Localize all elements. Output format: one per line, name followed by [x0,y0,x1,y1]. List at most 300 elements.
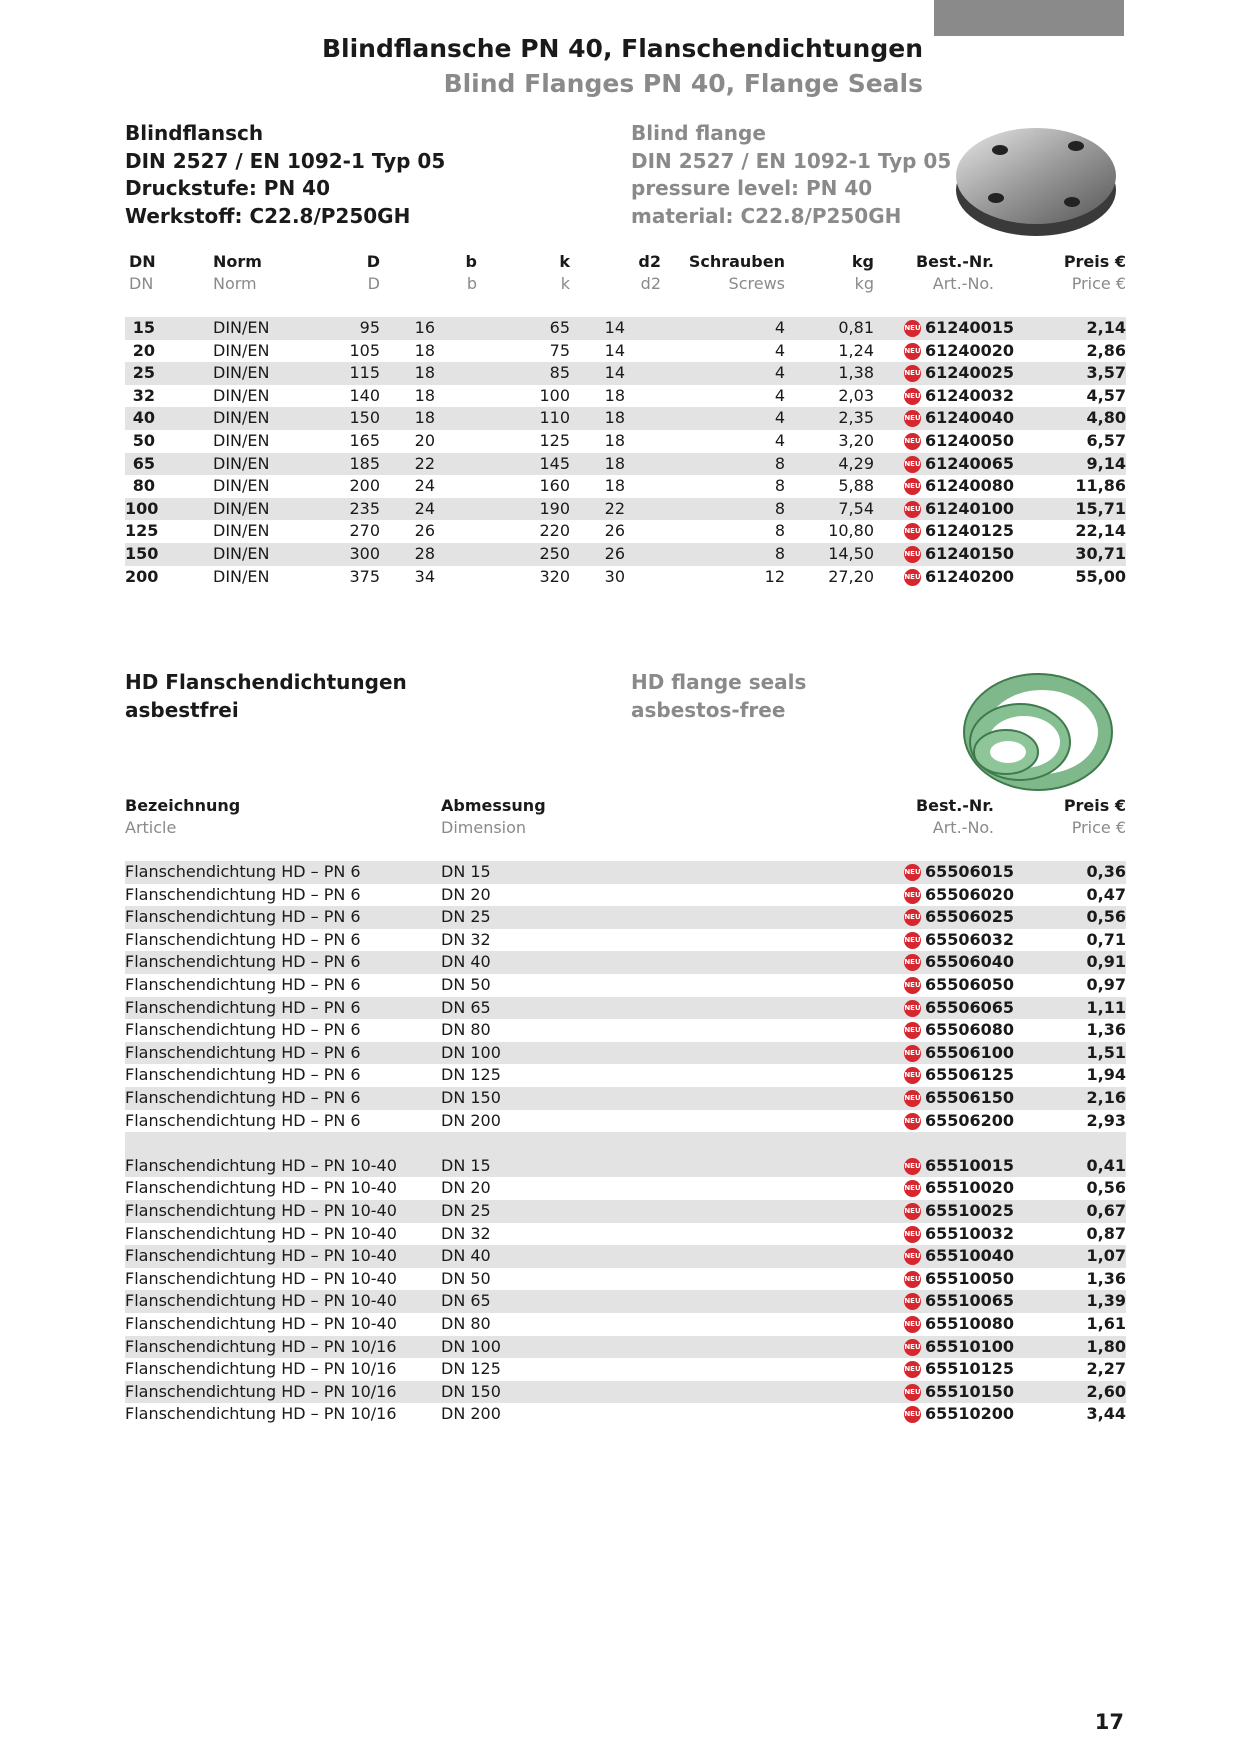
cell-screws: 12 [764,566,785,586]
col-norm: Norm [213,252,262,271]
cell-article: Flanschendichtung HD – PN 6 [125,952,361,972]
cell-norm: DIN/EN [213,476,270,496]
seals-spec-line: asbestfrei [125,697,239,722]
col-d: D [366,252,380,271]
cell-b: 24 [414,476,435,496]
new-badge-icon: NEU [904,523,921,540]
cell-dn: 40 [132,408,155,428]
cell-price: 3,44 [1086,1404,1126,1424]
cell-b: 26 [414,521,435,541]
cell-article: Flanschendichtung HD – PN 10/16 [125,1359,397,1379]
cell-art-no: 65510080 [925,1314,1015,1333]
cell-norm: DIN/EN [213,385,270,405]
flange-spec-line: material: C22.8/P250GH [631,203,902,228]
cell-b: 20 [414,431,435,450]
flange-spec-de [125,120,445,230]
cell-k: 125 [539,431,570,450]
cell-art-no: 65510015 [925,1155,1015,1175]
table-row [125,430,1126,453]
cell-price: 30,71 [1075,544,1126,563]
cell-k: 145 [539,453,570,473]
cell-kg: 10,80 [828,521,874,541]
cell-screws: 4 [774,431,785,450]
cell-dimension: DN 125 [441,1065,501,1085]
cell-screws: 8 [774,521,785,541]
seals-header-de [125,795,1126,817]
cell-art-no: 65510200 [925,1404,1015,1424]
cell-article: Flanschendichtung HD – PN 6 [125,1020,361,1040]
new-badge-icon: NEU [904,1293,921,1310]
cell-norm: DIN/EN [213,408,270,428]
col-dimension: Abmessung [441,796,546,815]
col-dn: DN [129,274,154,293]
col-k: k [560,274,570,293]
new-badge-icon: NEU [904,909,921,926]
cell-screws: 4 [774,385,785,405]
cell-dimension: DN 15 [441,862,491,881]
flange-header-en [125,273,1126,295]
new-badge-icon: NEU [904,388,921,405]
cell-article: Flanschendichtung HD – PN 10-40 [125,1268,397,1288]
cell-d2: 14 [604,363,625,383]
col-art-no: Art.-No. [932,274,994,293]
cell-art-no: 65506040 [925,952,1015,972]
cell-screws: 8 [774,476,785,496]
cell-article: Flanschendichtung HD – PN 6 [125,929,361,949]
cell-d: 300 [349,544,380,563]
cell-art-no: 61240032 [925,385,1015,405]
col-art-no: Best.-Nr. [915,796,994,815]
cell-art-no: 65510100 [925,1336,1015,1356]
cell-price: 0,56 [1086,907,1126,927]
cell-price: 2,60 [1086,1381,1126,1401]
cell-dimension: DN 200 [441,1404,501,1424]
cell-art-no: 65506080 [925,1020,1015,1040]
cell-article: Flanschendichtung HD – PN 6 [125,975,361,994]
flange-spec-en [631,120,951,230]
cell-d: 165 [349,431,380,450]
cell-b: 24 [414,498,435,518]
col-screws: Schrauben [688,252,785,271]
cell-dimension: DN 200 [441,1110,501,1130]
cell-price: 22,14 [1075,521,1126,541]
cell-screws: 8 [774,544,785,563]
new-badge-icon: NEU [904,1271,921,1288]
table-row [125,453,1126,476]
table-row [125,1381,1126,1404]
cell-article: Flanschendichtung HD – PN 10-40 [125,1223,397,1243]
table-row [125,906,1126,929]
cell-k: 75 [549,340,570,360]
cell-article: Flanschendichtung HD – PN 10-40 [125,1178,397,1198]
flange-seals-image [950,668,1115,796]
seals-spec-line: asbestos-free [631,697,786,722]
table-row [125,1200,1126,1223]
cell-price: 0,97 [1086,975,1126,994]
cell-price: 4,80 [1086,408,1126,428]
col-price: Preis € [1063,252,1126,271]
cell-dn: 20 [132,340,155,360]
new-badge-icon: NEU [904,1000,921,1017]
cell-dimension: DN 50 [441,975,491,994]
cell-d2: 26 [604,544,625,563]
cell-art-no: 65506125 [925,1065,1015,1085]
table-row [125,566,1126,589]
cell-art-no: 65510065 [925,1291,1015,1311]
table-row [125,340,1126,363]
cell-article: Flanschendichtung HD – PN 10/16 [125,1381,397,1401]
seals-spec-line: HD Flanschendichtungen [125,670,407,694]
corner-tab [934,0,1124,36]
cell-price: 55,00 [1075,566,1126,586]
new-badge-icon: NEU [904,501,921,518]
cell-b: 34 [414,566,435,586]
new-badge-icon: NEU [904,1180,921,1197]
cell-article: Flanschendichtung HD – PN 6 [125,1042,361,1062]
cell-dimension: DN 80 [441,1020,491,1040]
cell-price: 1,94 [1086,1065,1126,1085]
cell-screws: 8 [774,453,785,473]
cell-norm: DIN/EN [213,498,270,518]
cell-norm: DIN/EN [213,363,270,383]
blind-flange-image [950,114,1120,244]
table-row [125,861,1126,884]
cell-d: 150 [349,408,380,428]
cell-dn: 50 [132,431,155,450]
cell-dimension: DN 100 [441,1042,501,1062]
cell-art-no: 65506200 [925,1110,1015,1130]
cell-price: 3,57 [1086,363,1126,383]
cell-dn: 32 [132,385,155,405]
col-d2: d2 [638,252,661,271]
new-badge-icon: NEU [904,478,921,495]
col-b: b [465,252,477,271]
col-k: k [559,252,570,271]
flange-spec-line: Blind flange [631,121,766,145]
new-badge-icon: NEU [904,1339,921,1356]
cell-b: 18 [414,408,435,428]
cell-d: 270 [349,521,380,541]
seals-spec-en [631,669,806,724]
new-badge-icon: NEU [904,320,921,337]
cell-art-no: 61240125 [925,521,1015,541]
new-badge-icon: NEU [904,864,921,881]
cell-k: 110 [539,408,570,428]
cell-article: Flanschendichtung HD – PN 6 [125,997,361,1017]
cell-article: Flanschendichtung HD – PN 10-40 [125,1314,397,1333]
new-badge-icon: NEU [904,569,921,586]
new-badge-icon: NEU [904,343,921,360]
cell-dn: 15 [132,318,155,337]
page-title-de: Blindflansche PN 40, Flanschendichtungen [321,34,923,63]
cell-dn: 65 [132,453,155,473]
cell-art-no: 65510040 [925,1246,1015,1266]
cell-dn: 80 [132,476,155,496]
table-row [125,1155,1126,1178]
cell-kg: 14,50 [828,544,874,563]
seals-spec-line: HD flange seals [631,670,807,694]
cell-price: 4,57 [1086,385,1126,405]
cell-price: 6,57 [1086,431,1126,450]
cell-dimension: DN 32 [441,929,491,949]
cell-article: Flanschendichtung HD – PN 6 [125,1088,361,1107]
table-row [125,929,1126,952]
cell-article: Flanschendichtung HD – PN 10-40 [125,1201,397,1220]
table-row [125,1019,1126,1042]
new-badge-icon: NEU [904,1361,921,1378]
col-screws: Screws [728,274,785,293]
col-dimension: Dimension [441,818,527,837]
cell-k: 100 [539,385,570,405]
cell-price: 0,67 [1086,1201,1126,1220]
cell-art-no: 61240015 [925,318,1015,337]
cell-price: 0,41 [1086,1155,1126,1175]
table-row [125,1223,1126,1246]
new-badge-icon: NEU [904,1045,921,1062]
cell-dimension: DN 150 [441,1381,501,1401]
cell-screws: 4 [774,318,785,337]
cell-art-no: 65510020 [925,1178,1015,1198]
table-row [125,362,1126,385]
cell-art-no: 65510050 [925,1268,1015,1288]
cell-kg: 2,35 [838,408,874,428]
cell-art-no: 61240040 [925,408,1015,428]
cell-d: 375 [349,566,380,586]
table-row [125,1290,1126,1313]
cell-price: 1,61 [1086,1314,1126,1333]
cell-price: 2,93 [1086,1110,1126,1130]
cell-b: 18 [414,363,435,383]
cell-art-no: 61240100 [925,498,1015,518]
cell-art-no: 65506100 [925,1042,1015,1062]
cell-kg: 5,88 [838,476,874,496]
cell-price: 9,14 [1086,453,1126,473]
table-row [125,1042,1126,1065]
flange-spec-line: Blindflansch [125,121,264,145]
flange-header-de [125,251,1126,273]
cell-dimension: DN 65 [441,997,491,1017]
cell-art-no: 61240065 [925,453,1015,473]
cell-b: 16 [414,318,435,337]
new-badge-icon: NEU [904,1316,921,1333]
new-badge-icon: NEU [904,433,921,450]
cell-price: 2,14 [1086,318,1126,337]
table-row [125,543,1126,566]
cell-price: 2,27 [1086,1359,1126,1379]
cell-price: 0,36 [1086,862,1126,881]
new-badge-icon: NEU [904,1226,921,1243]
cell-article: Flanschendichtung HD – PN 10/16 [125,1336,397,1356]
cell-norm: DIN/EN [213,544,270,563]
cell-dn: 150 [125,544,159,563]
cell-price: 0,91 [1086,952,1126,972]
cell-d2: 18 [604,408,625,428]
new-badge-icon: NEU [904,1113,921,1130]
flange-spec-line: DIN 2527 / EN 1092-1 Typ 05 [631,148,952,173]
cell-k: 250 [539,544,570,563]
table-row [125,1245,1126,1268]
col-d: D [367,274,380,293]
new-badge-icon: NEU [904,1022,921,1039]
cell-d: 115 [349,363,380,383]
cell-price: 1,11 [1086,997,1126,1017]
cell-k: 160 [539,476,570,496]
cell-k: 220 [539,521,570,541]
cell-art-no: 65506032 [925,929,1015,949]
new-badge-icon: NEU [904,456,921,473]
cell-d: 140 [349,385,380,405]
cell-article: Flanschendichtung HD – PN 10-40 [125,1155,397,1175]
cell-art-no: 65510032 [925,1223,1015,1243]
cell-dimension: DN 50 [441,1268,491,1288]
cell-kg: 1,24 [838,340,874,360]
col-article: Bezeichnung [125,796,241,815]
cell-d2: 14 [604,340,625,360]
new-badge-icon: NEU [904,1248,921,1265]
new-badge-icon: NEU [904,1406,921,1423]
cell-d: 95 [359,318,380,337]
new-badge-icon: NEU [904,954,921,971]
table-row [125,1087,1126,1110]
cell-price: 1,39 [1086,1291,1126,1311]
table-row [125,1336,1126,1359]
cell-screws: 4 [774,363,785,383]
cell-dimension: DN 32 [441,1223,491,1243]
new-badge-icon: NEU [904,932,921,949]
cell-price: 1,07 [1086,1246,1126,1266]
cell-dimension: DN 100 [441,1336,501,1356]
table-row [125,1110,1126,1133]
cell-art-no: 61240080 [925,476,1015,496]
cell-norm: DIN/EN [213,318,270,337]
col-dn: DN [129,252,156,271]
cell-dn: 25 [132,363,155,383]
group-separator [125,1132,1126,1155]
cell-d2: 30 [604,566,625,586]
cell-price: 11,86 [1075,476,1126,496]
cell-norm: DIN/EN [213,453,270,473]
cell-k: 190 [539,498,570,518]
page-title-en: Blind Flanges PN 40, Flange Seals [443,69,923,98]
cell-price: 2,16 [1086,1088,1126,1107]
cell-art-no: 65506015 [925,862,1015,881]
cell-price: 2,86 [1086,340,1126,360]
cell-d2: 18 [604,453,625,473]
cell-kg: 7,54 [838,498,874,518]
cell-norm: DIN/EN [213,431,270,450]
table-row [125,1403,1126,1426]
cell-k: 65 [549,318,570,337]
cell-art-no: 65506150 [925,1088,1015,1107]
cell-price: 1,51 [1086,1042,1126,1062]
cell-price: 0,71 [1086,929,1126,949]
cell-article: Flanschendichtung HD – PN 6 [125,1065,361,1085]
cell-art-no: 65506050 [925,975,1015,994]
table-row [125,1177,1126,1200]
cell-d2: 18 [604,476,625,496]
table-row [125,407,1126,430]
cell-dimension: DN 40 [441,952,491,972]
cell-d2: 18 [604,385,625,405]
col-d2: d2 [640,274,661,293]
table-row [125,1268,1126,1291]
table-row [125,1313,1126,1336]
cell-art-no: 61240020 [925,340,1015,360]
new-badge-icon: NEU [904,1384,921,1401]
col-price: Price € [1071,274,1126,293]
cell-kg: 4,29 [838,453,874,473]
table-row [125,385,1126,408]
cell-article: Flanschendichtung HD – PN 6 [125,884,361,904]
cell-dimension: DN 25 [441,1201,491,1220]
cell-article: Flanschendichtung HD – PN 10-40 [125,1291,397,1311]
flange-spec-line: DIN 2527 / EN 1092-1 Typ 05 [125,148,446,173]
col-art-no: Best.-Nr. [915,252,994,271]
cell-d2: 18 [604,431,625,450]
flange-spec-line: Druckstufe: PN 40 [125,176,330,200]
cell-art-no: 61240150 [925,544,1015,563]
seals-spec-de [125,669,407,724]
cell-article: Flanschendichtung HD – PN 10/16 [125,1404,397,1424]
cell-kg: 1,38 [838,363,874,383]
flange-spec-line: pressure level: PN 40 [631,176,873,200]
cell-art-no: 61240200 [925,566,1015,586]
flange-spec-line: Werkstoff: C22.8/P250GH [125,203,411,228]
cell-norm: DIN/EN [213,566,270,586]
new-badge-icon: NEU [904,1067,921,1084]
cell-price: 1,80 [1086,1336,1126,1356]
cell-article: Flanschendichtung HD – PN 6 [125,862,361,881]
cell-dimension: DN 150 [441,1088,501,1107]
cell-screws: 4 [774,408,785,428]
cell-b: 18 [414,340,435,360]
cell-k: 320 [539,566,570,586]
cell-d: 185 [349,453,380,473]
cell-b: 28 [414,544,435,563]
page-number: 17 [1094,1710,1124,1734]
cell-dimension: DN 65 [441,1291,491,1311]
cell-dimension: DN 125 [441,1359,501,1379]
table-row [125,997,1126,1020]
new-badge-icon: NEU [904,1203,921,1220]
cell-art-no: 65510150 [925,1381,1015,1401]
col-kg: kg [851,252,874,271]
col-price: Preis € [1063,796,1126,815]
cell-d2: 26 [604,521,625,541]
cell-art-no: 65510125 [925,1359,1015,1379]
cell-article: Flanschendichtung HD – PN 6 [125,1110,361,1130]
cell-dn: 125 [125,521,159,541]
col-kg: kg [854,274,874,293]
cell-dimension: DN 40 [441,1246,491,1266]
cell-price: 1,36 [1086,1020,1126,1040]
cell-d2: 22 [604,498,625,518]
cell-art-no: 65506065 [925,997,1015,1017]
cell-article: Flanschendichtung HD – PN 6 [125,907,361,927]
cell-price: 0,56 [1086,1178,1126,1198]
col-b: b [466,274,477,293]
cell-dimension: DN 15 [441,1155,491,1175]
table-row [125,974,1126,997]
table-row [125,520,1126,543]
cell-b: 22 [414,453,435,473]
cell-kg: 2,03 [838,385,874,405]
cell-dimension: DN 80 [441,1314,491,1333]
cell-d2: 14 [604,318,625,337]
cell-d: 200 [349,476,380,496]
cell-price: 0,87 [1086,1223,1126,1243]
cell-norm: DIN/EN [213,340,270,360]
